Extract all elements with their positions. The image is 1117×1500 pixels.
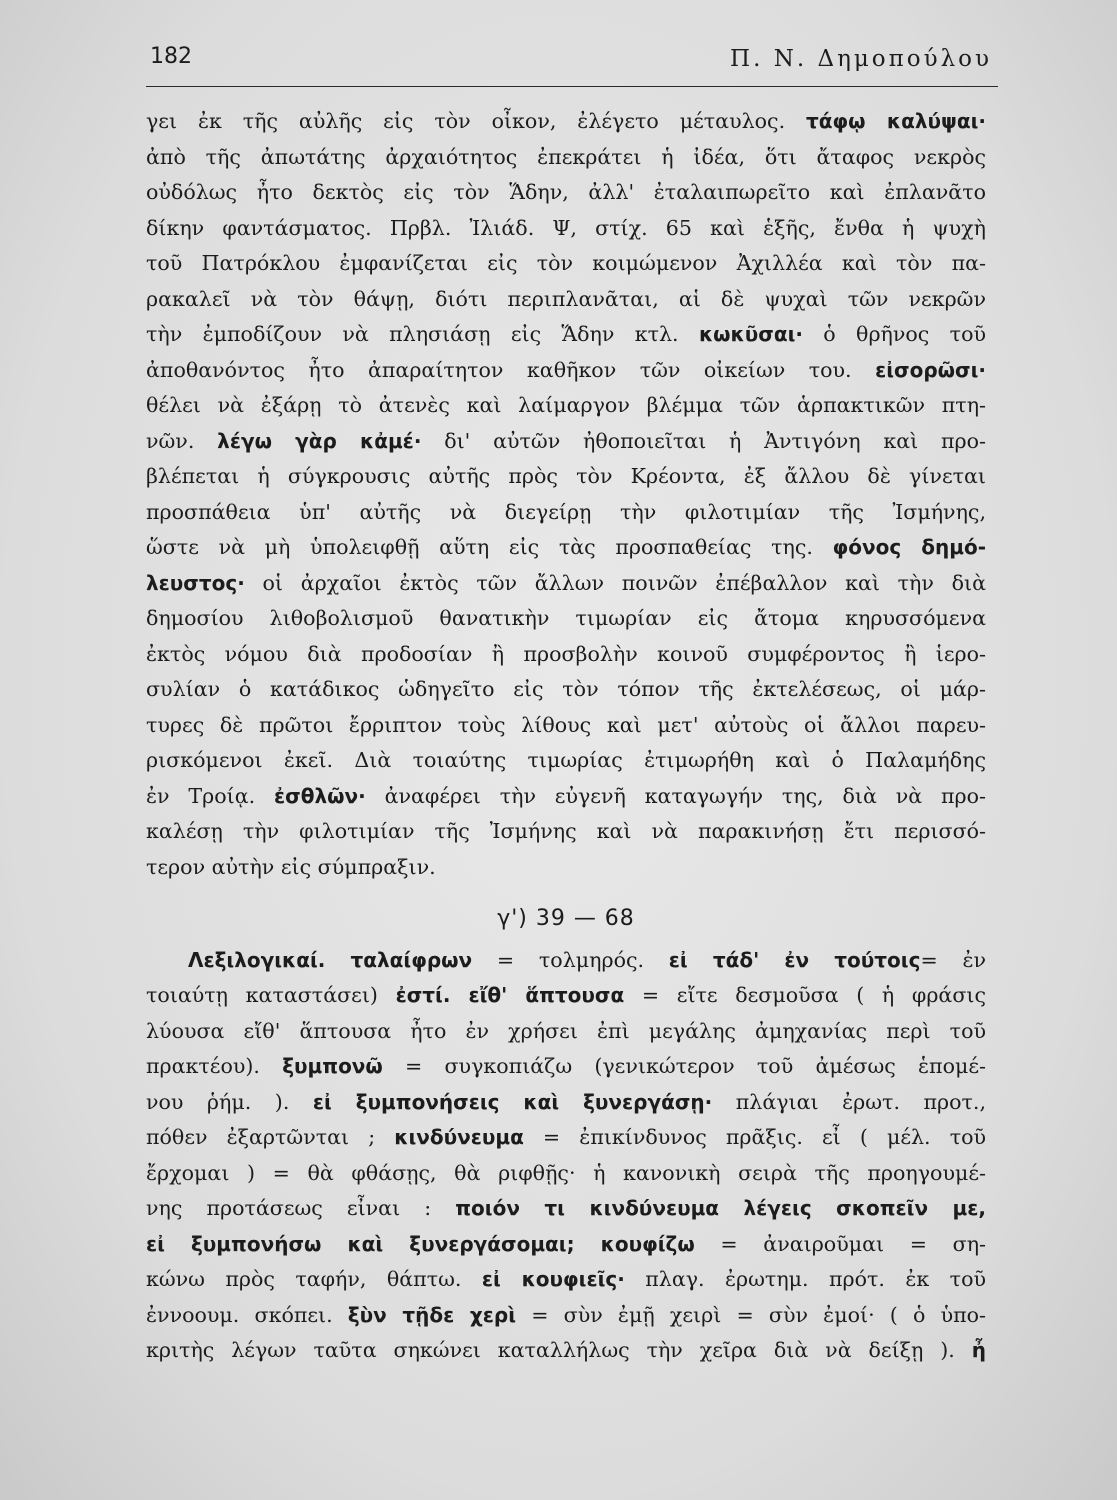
text-run: δημοσίου λιθοβολισμοῦ θανατικὴν τιμωρίαν εἰς ἄτομα κηρυσσόμενα <box>146 606 986 630</box>
bold-term: ἐστί. εἴθ' ἅπτουσα <box>395 983 625 1007</box>
text-line <box>146 708 986 744</box>
text-line <box>146 814 986 850</box>
text-line <box>146 779 986 815</box>
text-run: ἐκτὸς νόμου διὰ προδοσίαν ἢ προσβολὴν κοινοῦ συμφέροντος ἢ ἱερο- <box>146 641 986 666</box>
text-run: = ἐν <box>920 947 987 972</box>
bold-term: ἐσθλῶν· <box>274 783 366 808</box>
text-run: πλάγιαι ἐρωτ. προτ., <box>712 1089 987 1114</box>
text-run: προσπάθεια ὑπ' αὐτῆς νὰ διεγείρῃ τὴν φιλοτιμίαν τῆς Ἰσμήνης, <box>146 499 986 524</box>
bold-term: ξὺν τῇδε χερὶ <box>347 1302 517 1327</box>
text-run: δίκην φαντάσματος. Πρβλ. Ἰλιάδ. Ψ, στίχ. 65 καὶ ἑξῆς, ἔνθα ἡ ψυχὴ <box>146 215 986 240</box>
text-run: συλίαν ὁ κατάδικος ὡδηγεῖτο εἰς τὸν τόπον τῆς ἐκτελέσεως, οἱ μάρ- <box>146 677 986 701</box>
bold-term: Λεξιλογικαί. ταλαίφρων <box>188 947 473 972</box>
text-line <box>146 850 986 886</box>
text-line <box>146 601 986 637</box>
text-run: τερον αὐτὴν εἰς σύμπραξιν. <box>146 854 436 879</box>
text-run: = ἀναιροῦμαι = ση- <box>694 1231 986 1256</box>
bold-term: κωκῦσαι· <box>698 322 803 346</box>
bold-term: εἰσορῶσι· <box>875 357 986 382</box>
text-run: πρακτέου). <box>146 1054 283 1078</box>
text-line <box>146 1014 986 1050</box>
text-run: ἀποθανόντος ἦτο ἀπαραίτητον καθῆκον τῶν οἰκείων του. <box>146 357 876 382</box>
text-run: θέλει νὰ ἐξάρῃ τὸ ἀτενὲς καὶ λαίμαργον βλέμμα τῶν ἁρπακτικῶν πτη- <box>146 393 986 417</box>
text-line <box>146 140 986 176</box>
text-run: ρακαλεῖ νὰ τὸν θάψῃ, διότι περιπλανᾶται, αἱ δὲ ψυχαὶ τῶν νεκρῶν <box>146 286 986 311</box>
text-line <box>146 1333 986 1369</box>
text-line <box>146 566 986 602</box>
text-line <box>146 175 986 211</box>
text-run: δι' αὐτῶν ἠθοποιεῖται ἡ Ἀντιγόνη καὶ προ- <box>421 428 986 453</box>
text-line <box>146 353 986 389</box>
text-line <box>146 530 986 566</box>
bold-term: φόνος δημό- <box>832 535 986 559</box>
bold-term: λέγω γὰρ κἀμέ· <box>217 428 422 453</box>
text-run: ὥστε νὰ μὴ ὑπολειφθῇ αὕτη εἰς τὰς προσπαθείας της. <box>146 535 833 559</box>
text-run: πλαγ. ἐρωτημ. πρότ. ἐκ τοῦ <box>624 1267 986 1291</box>
text-run: ἐν Τροίᾳ. <box>146 783 275 808</box>
text-line <box>146 1191 986 1227</box>
text-line <box>146 246 986 282</box>
text-run: βλέπεται ἡ σύγκρουσις αὐτῆς πρὸς τὸν Κρέοντα, ἐξ ἄλλου δὲ γίνεται <box>146 464 986 488</box>
text-run: λύουσα εἴθ' ἅπτουσα ἦτο ἐν χρήσει ἐπὶ μεγάλης ἀμηχανίας περὶ τοῦ <box>146 1018 986 1043</box>
text-line <box>146 1049 986 1085</box>
text-run: οὐδόλως ἦτο δεκτὸς εἰς τὸν Ἅδην, ἀλλ' ἐταλαιπωρεῖτο καὶ ἐπλανᾶτο <box>146 180 986 204</box>
text-line <box>146 637 986 673</box>
page-body <box>146 104 986 1369</box>
text-line <box>146 388 986 424</box>
bold-term: ἦ <box>971 1338 986 1362</box>
bold-term: ξυμπονῶ <box>282 1054 383 1078</box>
text-run: ἐννοουμ. σκόπει. <box>146 1302 348 1327</box>
bold-term: κινδύνευμα <box>394 1125 524 1149</box>
text-run: νῶν. <box>146 428 218 453</box>
text-run: ρισκόμενοι ἐκεῖ. Διὰ τοιαύτης τιμωρίας ἐτιμωρήθη καὶ ὁ Παλαμήδης <box>146 748 986 772</box>
text-run: νου ῥήμ. ). <box>146 1089 313 1114</box>
text-line <box>146 943 986 979</box>
text-line <box>146 282 986 318</box>
text-line <box>146 211 986 247</box>
text-line <box>146 1227 986 1263</box>
text-run: κώνω πρὸς ταφήν, θάπτω. <box>146 1267 482 1291</box>
text-run: καλέσῃ τὴν φιλοτιμίαν τῆς Ἰσμήνης καὶ νὰ παρακινήσῃ ἔτι περισσό- <box>146 819 986 843</box>
text-line <box>146 459 986 495</box>
bold-term: λευστος· <box>146 570 245 595</box>
text-run: = ἐπικίνδυνος πρᾶξις. εἶ ( μέλ. τοῦ <box>523 1125 987 1149</box>
text-run: τοιαύτῃ καταστάσει) <box>146 983 396 1007</box>
text-run: ἀπὸ τῆς ἀπωτάτης ἀρχαιότητος ἐπεκράτει ἡ ἰδέα, ὅτι ἄταφος νεκρὸς <box>146 144 986 169</box>
commentary-paragraph <box>146 104 986 885</box>
bold-term: τάφῳ καλύψαι· <box>806 109 986 133</box>
text-line <box>146 495 986 531</box>
page-number: 182 <box>150 44 192 69</box>
text-line <box>146 1298 986 1334</box>
text-run: = σὺν ἐμῇ χειρὶ = σὺν ἐμοί· ( ὁ ὑπο- <box>516 1302 987 1327</box>
text-run: γει ἐκ τῆς αὐλῆς εἰς τὸν οἶκον, ἐλέγετο μέταυλος. <box>146 109 807 133</box>
running-head: Π. Ν. Δημοπούλου <box>730 46 992 72</box>
text-line <box>146 978 986 1014</box>
section-title: γ') 39 — 68 <box>497 906 635 931</box>
text-line <box>146 672 986 708</box>
bold-term: ποιόν τι κινδύνευμα λέγεις σκοπεῖν με, <box>455 1196 987 1220</box>
text-run: τυρες δὲ πρῶτοι ἔρριπτον τοὺς λίθους καὶ μετ' αὐτοὺς οἱ ἄλλοι παρευ- <box>146 712 986 737</box>
text-line <box>146 1156 986 1192</box>
text-run: = συγκοπιάζω (γενικώτερον τοῦ ἀμέσως ἑπομέ- <box>382 1054 986 1078</box>
text-run: ἔρχομαι ) = θὰ φθάσῃς, θὰ ριφθῇς· ἡ κανονικὴ σειρὰ τῆς προηγουμέ- <box>146 1160 986 1185</box>
bold-term: εἰ ξυμπονήσω καὶ ξυνεργάσομαι; κουφίζω <box>146 1231 695 1256</box>
text-run: νης προτάσεως εἶναι : <box>146 1196 456 1220</box>
text-run: ὁ θρῆνος τοῦ <box>802 322 986 346</box>
text-line <box>146 317 986 353</box>
text-line <box>146 1262 986 1298</box>
bold-term: εἰ κουφιεῖς· <box>481 1267 625 1291</box>
text-run: πόθεν ἐξαρτῶνται ; <box>146 1125 395 1149</box>
text-run: τοῦ Πατρόκλου ἐμφανίζεται εἰς τὸν κοιμώμενον Ἀχιλλέα καὶ τὸν πα- <box>146 251 986 275</box>
lexical-notes-paragraph <box>146 943 986 1369</box>
page-header <box>146 36 998 87</box>
text-line <box>146 1085 986 1121</box>
text-line <box>146 1120 986 1156</box>
text-line <box>146 104 986 140</box>
text-run: = τολμηρός. <box>472 947 669 972</box>
text-run: κριτὴς λέγων ταῦτα σηκώνει καταλλήλως τὴν χεῖρα διὰ νὰ δείξῃ ). <box>146 1338 972 1362</box>
bold-term: εἰ τάδ' ἐν τούτοις <box>668 947 921 972</box>
bold-term: εἰ ξυμπονήσεις καὶ ξυνεργάσῃ· <box>312 1089 713 1114</box>
text-line <box>146 424 986 460</box>
text-run: οἱ ἀρχαῖοι ἐκτὸς τῶν ἄλλων ποινῶν ἐπέβαλλον καὶ τὴν διὰ <box>244 570 986 595</box>
text-run: τὴν ἐμποδίζουν νὰ πλησιάσῃ εἰς Ἅδην κτλ. <box>146 322 699 346</box>
text-line <box>146 743 986 779</box>
text-run: ἀναφέρει τὴν εὐγενῆ καταγωγήν της, διὰ νὰ προ- <box>365 783 986 808</box>
text-run: = εἴτε δεσμοῦσα ( ἡ φράσις <box>624 983 986 1007</box>
